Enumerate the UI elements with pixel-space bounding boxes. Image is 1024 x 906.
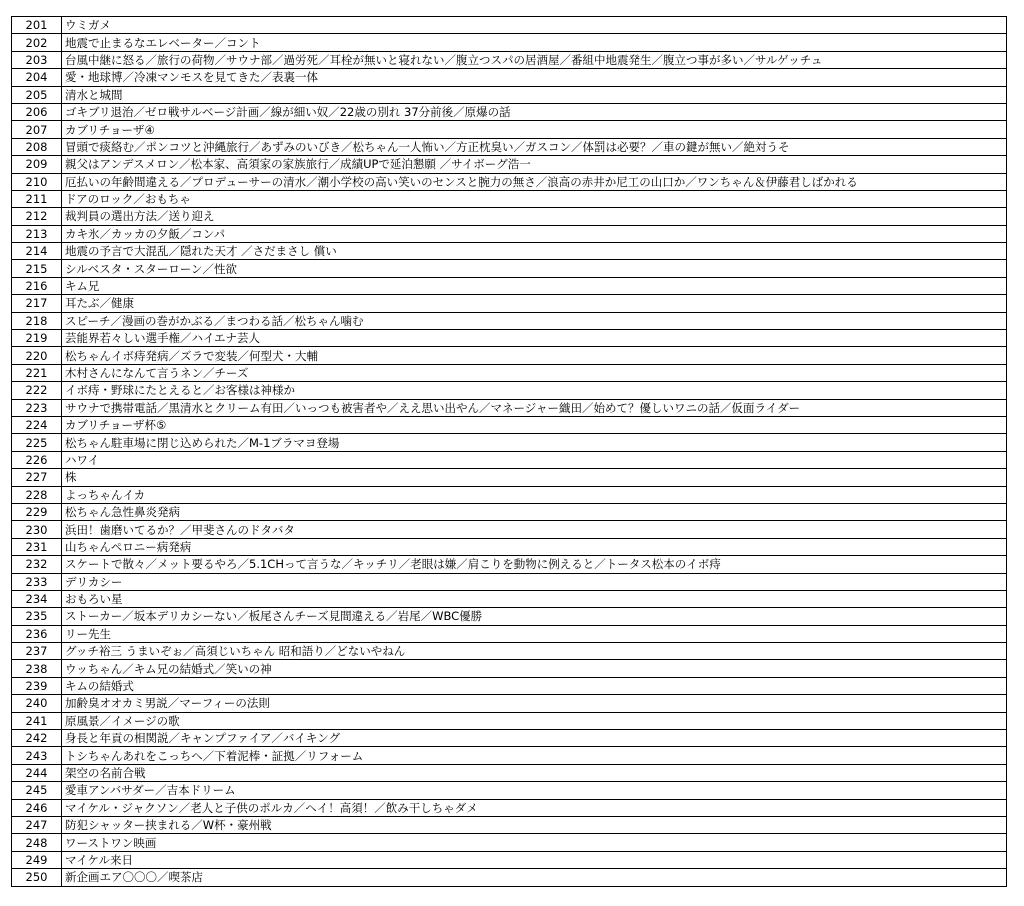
episode-number-cell[interactable]: 226	[12, 451, 62, 468]
episode-topics-cell[interactable]: 松ちゃん急性鼻炎発病	[62, 503, 1007, 520]
episode-topics-cell[interactable]: マイケル・ジャクソン／老人と子供のポルカ／ヘイ！高須！／飲み干しちゃダメ	[62, 799, 1007, 816]
episode-topics-cell[interactable]: スピーチ／漫画の巻がかぶる／まつわる話／松ちゃん噛む	[62, 312, 1007, 329]
episode-topics-cell[interactable]: ワーストワン映画	[62, 834, 1007, 851]
episode-number-cell[interactable]: 204	[12, 69, 62, 86]
episode-number-cell[interactable]: 238	[12, 660, 62, 677]
episode-number-cell[interactable]: 237	[12, 643, 62, 660]
episode-number-cell[interactable]: 242	[12, 730, 62, 747]
table-row	[12, 695, 1007, 712]
table-row	[12, 434, 1007, 451]
table-row	[12, 521, 1007, 538]
episode-topics-cell[interactable]: 冒頭で痰絡む／ポンコツと沖縄旅行／あずみのいびき／松ちゃん一人怖い／方正枕臭い／ガスコン／体罰は必要？／車の鍵が無い／絶対うそ	[62, 138, 1007, 155]
episode-topics-cell[interactable]: キムの結婚式	[62, 677, 1007, 694]
episode-topics-cell[interactable]: ドアのロック／おもちゃ	[62, 190, 1007, 207]
episode-number-cell[interactable]: 246	[12, 799, 62, 816]
table-row	[12, 625, 1007, 642]
episode-number-cell[interactable]: 225	[12, 434, 62, 451]
table-row	[12, 243, 1007, 260]
table-row	[12, 451, 1007, 468]
episode-number-cell[interactable]: 219	[12, 330, 62, 347]
table-row	[12, 103, 1007, 120]
table-row	[12, 17, 1007, 34]
episode-number-cell[interactable]: 240	[12, 695, 62, 712]
episode-topics-cell[interactable]: ストーカー／坂本デリカシーない／板尾さんチーズ見間違える／岩尾／WBC優勝	[62, 608, 1007, 625]
episode-topics-cell[interactable]: スケートで散々／メット要るやろ／5.1CHって言うな／キッチリ／老眼は嫌／肩こりを動物に例えると／トータス松本のイボ痔	[62, 556, 1007, 573]
episode-number-cell[interactable]: 207	[12, 121, 62, 138]
episode-topics-cell[interactable]: シルベスタ・スターローン／性欲	[62, 260, 1007, 277]
table-row	[12, 869, 1007, 886]
episode-topics-cell[interactable]: キム兄	[62, 277, 1007, 294]
episode-number-cell[interactable]: 220	[12, 347, 62, 364]
episode-topics-cell[interactable]: 愛・地球博／冷凍マンモスを見てきた／表裏一体	[62, 69, 1007, 86]
episode-topics-cell[interactable]: 地震の予言で大混乱／隠れた天才 ／さだまさし 償い	[62, 243, 1007, 260]
episode-number-cell[interactable]: 248	[12, 834, 62, 851]
episode-topics-cell[interactable]: 親父はアンデスメロン／松本家、高須家の家族旅行／成績UPで延泊懇願 ／サイボーグ浩一	[62, 156, 1007, 173]
episode-number-cell[interactable]: 228	[12, 486, 62, 503]
episode-topics-cell[interactable]: リー先生	[62, 625, 1007, 642]
episode-number-cell[interactable]: 212	[12, 208, 62, 225]
table-row	[12, 399, 1007, 416]
table-row	[12, 51, 1007, 68]
episode-number-cell[interactable]: 241	[12, 712, 62, 729]
episode-number-cell[interactable]: 235	[12, 608, 62, 625]
episode-topics-cell[interactable]: デリカシー	[62, 573, 1007, 590]
episode-number-cell[interactable]: 217	[12, 295, 62, 312]
episode-topics-cell[interactable]: ウッちゃん／キム兄の結婚式／笑いの神	[62, 660, 1007, 677]
table-row	[12, 225, 1007, 242]
episode-number-cell[interactable]: 216	[12, 277, 62, 294]
episode-number-cell[interactable]: 249	[12, 851, 62, 868]
episode-number-cell[interactable]: 214	[12, 243, 62, 260]
episode-number-cell[interactable]: 209	[12, 156, 62, 173]
episode-topics-cell[interactable]: よっちゃんイカ	[62, 486, 1007, 503]
episode-topics-cell[interactable]: 原風景／イメージの歌	[62, 712, 1007, 729]
episode-topics-cell[interactable]: イボ痔・野球にたとえると／お客様は神様か	[62, 382, 1007, 399]
episode-number-cell[interactable]: 233	[12, 573, 62, 590]
episode-topics-cell[interactable]: 松ちゃん駐車場に閉じ込められた／M-1ブラマヨ登場	[62, 434, 1007, 451]
episode-number-cell[interactable]: 206	[12, 103, 62, 120]
episode-topics-cell[interactable]: マイケル来日	[62, 851, 1007, 868]
episode-topics-cell[interactable]: 愛車アンバサダー／吉本ドリーム	[62, 782, 1007, 799]
episode-topics-cell[interactable]: 芸能界若々しい選手権／ハイエナ芸人	[62, 330, 1007, 347]
table-row	[12, 590, 1007, 607]
table-row	[12, 190, 1007, 207]
episode-topics-cell[interactable]: 新企画エア〇〇〇／喫茶店	[62, 869, 1007, 886]
episode-topics-cell[interactable]: おもろい星	[62, 590, 1007, 607]
table-row	[12, 382, 1007, 399]
episode-topics-cell[interactable]: 厄払いの年齢間違える／プロデューサーの清水／潮小学校の高い笑いのセンスと腕力の無さ／浪高の赤井か尼工の山口か／ワンちゃん＆伊藤君しばかれる	[62, 173, 1007, 190]
episode-topics-cell[interactable]: 株	[62, 469, 1007, 486]
table-row	[12, 643, 1007, 660]
table-row	[12, 416, 1007, 433]
table-row	[12, 312, 1007, 329]
episode-number-cell[interactable]: 208	[12, 138, 62, 155]
episode-number-cell[interactable]: 230	[12, 521, 62, 538]
episode-number-cell[interactable]: 245	[12, 782, 62, 799]
episode-topics-cell[interactable]: ハワイ	[62, 451, 1007, 468]
table-row	[12, 730, 1007, 747]
table-row	[12, 747, 1007, 764]
table-row	[12, 469, 1007, 486]
episode-number-cell[interactable]: 232	[12, 556, 62, 573]
episode-number-cell[interactable]: 244	[12, 764, 62, 781]
table-row	[12, 208, 1007, 225]
episode-topics-cell[interactable]: 松ちゃんイボ痔発病／ズラで変装／何型犬・大輔	[62, 347, 1007, 364]
episode-topics-cell[interactable]: グッチ裕三 うまいぞぉ／高須じいちゃん 昭和語り／どないやねん	[62, 643, 1007, 660]
episode-number-cell[interactable]: 210	[12, 173, 62, 190]
table-row	[12, 608, 1007, 625]
table-row	[12, 816, 1007, 833]
table-row	[12, 260, 1007, 277]
table-row	[12, 138, 1007, 155]
table-row	[12, 503, 1007, 520]
table-row	[12, 347, 1007, 364]
episode-table-body	[12, 17, 1007, 887]
episode-number-cell[interactable]: 224	[12, 416, 62, 433]
episode-number-cell[interactable]: 227	[12, 469, 62, 486]
episode-topics-cell[interactable]: 加齢臭オオカミ男説／マーフィーの法則	[62, 695, 1007, 712]
episode-number-cell[interactable]: 218	[12, 312, 62, 329]
episode-number-cell[interactable]: 250	[12, 869, 62, 886]
episode-topics-cell[interactable]: 台風中継に怒る／旅行の荷物／サウナ部／過労死／耳栓が無いと寝れない／腹立つスパの居酒屋／番組中地震発生／腹立つ事が多い／サルゲッチュ	[62, 51, 1007, 68]
episode-topics-cell[interactable]: トシちゃんあれをこっちへ／下着泥棒・証拠／リフォーム	[62, 747, 1007, 764]
table-row	[12, 556, 1007, 573]
table-row	[12, 538, 1007, 555]
episode-topics-cell[interactable]: 清水と城間	[62, 86, 1007, 103]
table-row	[12, 69, 1007, 86]
table-row	[12, 34, 1007, 51]
episode-number-cell[interactable]: 234	[12, 590, 62, 607]
table-row	[12, 834, 1007, 851]
episode-number-cell[interactable]: 213	[12, 225, 62, 242]
episode-topics-cell[interactable]: カキ氷／カッカの夕飯／コンパ	[62, 225, 1007, 242]
table-row	[12, 677, 1007, 694]
episode-number-cell[interactable]: 215	[12, 260, 62, 277]
table-row	[12, 364, 1007, 381]
episode-number-cell[interactable]: 243	[12, 747, 62, 764]
episode-topics-cell[interactable]: 木村さんになんて言うネン／チーズ	[62, 364, 1007, 381]
table-row	[12, 295, 1007, 312]
table-row	[12, 277, 1007, 294]
episode-number-cell[interactable]: 201	[12, 17, 62, 34]
episode-number-cell[interactable]: 236	[12, 625, 62, 642]
table-row	[12, 486, 1007, 503]
episode-number-cell[interactable]: 239	[12, 677, 62, 694]
table-row	[12, 156, 1007, 173]
episode-topics-cell[interactable]: カブリチョーザ④	[62, 121, 1007, 138]
table-row	[12, 782, 1007, 799]
episode-topics-cell[interactable]: 山ちゃんペロニー病発病	[62, 538, 1007, 555]
table-row	[12, 573, 1007, 590]
episode-number-cell[interactable]: 202	[12, 34, 62, 51]
episode-number-cell[interactable]: 205	[12, 86, 62, 103]
table-row	[12, 851, 1007, 868]
episode-topics-cell[interactable]: ゴキブリ退治／ゼロ戦サルベージ計画／線が細い奴／22歳の別れ 37分前後／原爆の話	[62, 103, 1007, 120]
episode-topics-cell[interactable]: 耳たぶ／健康	[62, 295, 1007, 312]
episode-number-cell[interactable]: 247	[12, 816, 62, 833]
episode-topics-cell[interactable]: 架空の名前合戦	[62, 764, 1007, 781]
episode-number-cell[interactable]: 203	[12, 51, 62, 68]
table-row	[12, 712, 1007, 729]
episode-number-cell[interactable]: 223	[12, 399, 62, 416]
episode-topics-cell[interactable]: 裁判員の選出方法／送り迎え	[62, 208, 1007, 225]
episode-number-cell[interactable]: 221	[12, 364, 62, 381]
table-row	[12, 799, 1007, 816]
table-row	[12, 330, 1007, 347]
episode-topics-cell[interactable]: ウミガメ	[62, 17, 1007, 34]
episode-topics-cell[interactable]: 地震で止まるなエレベーター／コント	[62, 34, 1007, 51]
episode-topics-cell[interactable]: カブリチョーザ杯⑤	[62, 416, 1007, 433]
episode-topics-cell[interactable]: 身長と年貢の相関説／キャンプファイア／バイキング	[62, 730, 1007, 747]
table-row	[12, 86, 1007, 103]
episode-number-cell[interactable]: 229	[12, 503, 62, 520]
table-row	[12, 764, 1007, 781]
table-row	[12, 173, 1007, 190]
episode-topics-cell[interactable]: 防犯シャッター挟まれる／W杯・豪州戦	[62, 816, 1007, 833]
episode-number-cell[interactable]: 231	[12, 538, 62, 555]
table-row	[12, 660, 1007, 677]
episode-number-cell[interactable]: 211	[12, 190, 62, 207]
episode-table	[11, 16, 1007, 887]
episode-topics-cell[interactable]: サウナで携帯電話／黒清水とクリーム有田／いっつも被害者や／ええ思い出やん／マネージャー織田／始めて？優しいワニの話／仮面ライダー	[62, 399, 1007, 416]
table-row	[12, 121, 1007, 138]
episode-topics-cell[interactable]: 浜田！歯磨いてるか？／甲斐さんのドタバタ	[62, 521, 1007, 538]
episode-number-cell[interactable]: 222	[12, 382, 62, 399]
